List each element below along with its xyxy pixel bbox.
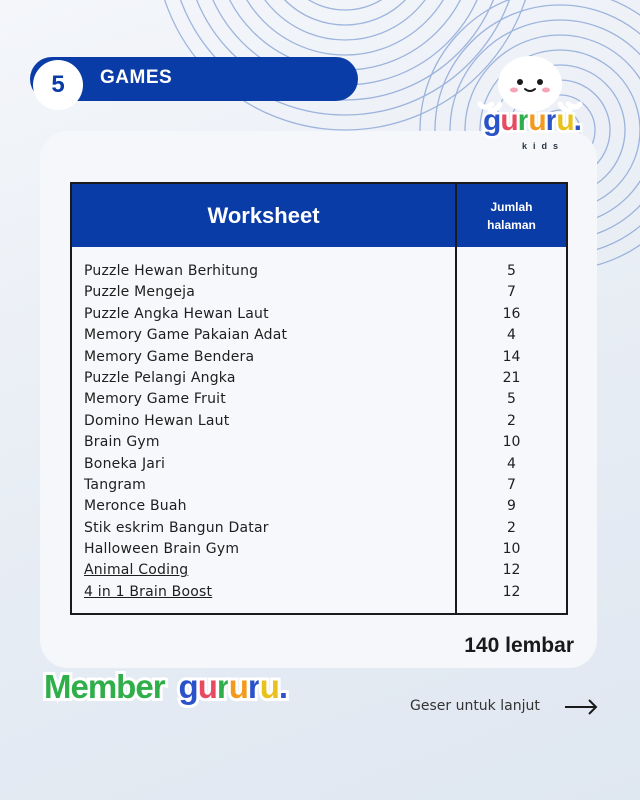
table-row	[72, 370, 566, 391]
row-worksheet-name: Memory Game Pakaian Adat	[84, 327, 288, 344]
member-brand	[44, 668, 287, 712]
mascot-icon	[470, 52, 590, 112]
table-row	[72, 413, 566, 434]
row-worksheet-name: Meronce Buah	[84, 498, 187, 515]
table-row	[72, 263, 566, 284]
table-row	[72, 477, 566, 498]
row-worksheet-name: Memory Game Fruit	[84, 391, 226, 408]
table-row	[72, 391, 566, 412]
wordmark-letter: u	[500, 104, 518, 137]
row-page-count: 9	[507, 498, 516, 515]
brand-sub: kids	[522, 141, 565, 151]
row-worksheet-name: Boneka Jari	[84, 455, 166, 472]
section-title: GAMES	[100, 67, 173, 88]
worksheet-table	[70, 182, 568, 615]
arrow-right-icon[interactable]	[563, 697, 599, 717]
wordmark-letter: r	[517, 104, 529, 137]
row-page-count: 10	[502, 541, 521, 558]
row-worksheet-name: Puzzle Angka Hewan Laut	[84, 305, 269, 322]
row-worksheet-name: Puzzle Mengeja	[84, 284, 196, 301]
row-page-count: 7	[507, 476, 516, 493]
table-header	[72, 184, 566, 247]
section-number: 5	[33, 60, 83, 110]
wordmark-letter: g	[482, 104, 501, 137]
row-page-count: 5	[507, 263, 516, 279]
wordmark-letter: u	[228, 668, 248, 705]
brand-logo	[470, 52, 590, 158]
row-page-count: 7	[507, 284, 516, 301]
table-row	[72, 434, 566, 455]
wordmark-letter: r	[545, 104, 557, 137]
row-worksheet-name: Puzzle Pelangi Angka	[84, 369, 236, 386]
row-worksheet-name: Puzzle Hewan Berhitung	[84, 263, 259, 279]
table-row	[72, 327, 566, 348]
row-worksheet-name[interactable]: Animal Coding	[84, 562, 189, 579]
total-pages: 140 lembar	[464, 634, 574, 657]
row-worksheet-name: Stik eskrim Bangun Datar	[84, 519, 269, 536]
row-page-count: 10	[502, 434, 521, 451]
row-page-count: 16	[502, 305, 521, 322]
wordmark-letter: r	[247, 668, 260, 705]
row-page-count: 14	[502, 348, 521, 365]
table-row	[72, 349, 566, 370]
row-worksheet-name: Brain Gym	[84, 434, 160, 451]
table-body	[72, 263, 566, 605]
header-page-count: Jumlah halaman	[487, 199, 536, 232]
row-worksheet-name: Tangram	[84, 476, 146, 493]
wordmark-letter: .	[573, 104, 582, 137]
table-row	[72, 456, 566, 477]
table-row	[72, 498, 566, 519]
table-row	[72, 306, 566, 327]
member-word: Member	[44, 668, 165, 705]
row-worksheet-name: Domino Hewan Laut	[84, 412, 230, 429]
table-row	[72, 284, 566, 305]
wordmark-letter: r	[216, 668, 229, 705]
wordmark-letter: u	[197, 668, 217, 705]
wordmark-letter: u	[528, 104, 546, 137]
row-worksheet-name[interactable]: 4 in 1 Brain Boost	[84, 583, 213, 600]
wordmark-letter: .	[278, 668, 288, 705]
member-brand-wordmark	[179, 668, 288, 705]
wordmark-letter: g	[178, 668, 198, 705]
brand-wordmark	[476, 104, 588, 138]
row-worksheet-name: Memory Game Bendera	[84, 348, 255, 365]
row-page-count: 2	[507, 412, 516, 429]
row-page-count: 2	[507, 519, 516, 536]
row-page-count: 12	[502, 583, 521, 600]
table-row	[72, 584, 566, 605]
row-page-count: 5	[507, 391, 516, 408]
row-page-count: 4	[507, 455, 516, 472]
row-page-count: 21	[502, 369, 521, 386]
swipe-next-label[interactable]: Geser untuk lanjut	[410, 698, 540, 714]
table-row	[72, 541, 566, 562]
wordmark-letter: u	[556, 104, 574, 137]
row-page-count: 12	[502, 562, 521, 579]
wordmark-letter: u	[259, 668, 279, 705]
row-page-count: 4	[507, 327, 516, 344]
row-worksheet-name: Halloween Brain Gym	[84, 541, 240, 558]
table-row	[72, 562, 566, 583]
header-worksheet: Worksheet	[207, 202, 320, 228]
table-row	[72, 520, 566, 541]
